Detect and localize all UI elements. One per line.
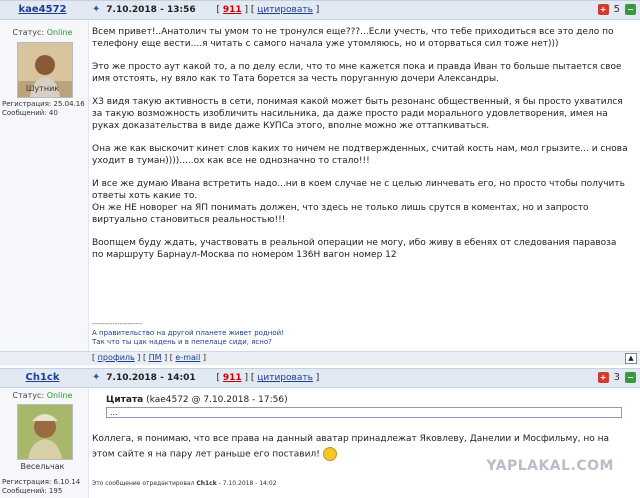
author-rank: Весельчак xyxy=(20,462,65,471)
post-meta: ✦ 7.10.2018 - 14:01 [ 911 ] [ цитировать ] xyxy=(92,372,320,383)
post-rating xyxy=(598,372,636,383)
pm-link[interactable]: ПМ xyxy=(148,353,162,362)
post-number[interactable]: 911 xyxy=(222,5,242,15)
rating-count: 5 xyxy=(613,4,620,15)
quote-box: ... xyxy=(106,407,622,418)
author-registration xyxy=(2,478,80,496)
post-header xyxy=(0,0,640,20)
post-paragraph: Всем привет!..Анатолич ты умом то не тронулся еще???...Если учесть, что тебе приходиться все это дело по телефону еще вести....я читать с самого начала уже утомляюсь, но и оторваться сил тоже нет))) xyxy=(92,27,614,49)
post-date: 7.10.2018 - 13:56 xyxy=(106,5,196,15)
smiley-icon xyxy=(323,447,337,461)
plus-icon[interactable]: + xyxy=(598,372,609,383)
post-footer xyxy=(0,351,640,365)
post xyxy=(0,368,640,498)
footer-links: [ профиль ] [ ПМ ] [ e-mail ] xyxy=(92,353,207,362)
diamond-icon: ✦ xyxy=(92,4,101,15)
edited-note xyxy=(92,480,277,487)
avatar[interactable] xyxy=(17,404,73,460)
profile-link[interactable]: профиль xyxy=(97,353,135,362)
post-rating xyxy=(598,4,636,15)
plus-icon[interactable]: + xyxy=(598,4,609,15)
post-paragraph: И все же думаю Ивана встретить надо...ни в коем случае не с целью линчевать его, но просто чтобы получить ответы хоть какие то. Он же НЕ новорег на ЯП понимать должен, что здесь не только лишь срутся в коментах, но и запросто виртуально становиться реальностью!!! xyxy=(92,179,625,225)
post-paragraph: Это же просто аут какой то, а по делу если, что то мне кажется пока и правда Иван то больше пытается свое имя отстоять, ну вяло как то Тата борется за честь поруганную дочери Александры. xyxy=(92,62,622,84)
quote-label: Цитата xyxy=(106,395,144,405)
post-paragraph: Она же как выскочит кинет слов каких то ничем не подтвержденных, считай кость нам, мол грызите... и снова уходит в туман)))).....ох как все не однозначно то стало!!! xyxy=(92,144,628,166)
author-sidebar xyxy=(0,20,89,366)
edited-author: Ch1ck xyxy=(196,480,217,487)
post-number[interactable]: 911 xyxy=(222,373,242,383)
status-value: Online xyxy=(46,391,73,400)
quote-link[interactable]: цитировать xyxy=(257,5,313,15)
author-registration xyxy=(2,100,85,118)
status-label: Статус: xyxy=(12,391,45,400)
post-paragraph: Воопщем буду ждать, участвовать в реальной операции не могу, ибо живу в ебенях от следования паравоза по маршруту Барнаул-Москва по номером 136Н вагон номер 12 xyxy=(92,238,617,260)
post-meta: ✦ 7.10.2018 - 13:56 [ 911 ] [ цитировать ] xyxy=(92,4,320,15)
status-label: Статус: xyxy=(12,28,45,37)
rating-count: 3 xyxy=(613,372,620,383)
author-rank: Шутник xyxy=(25,84,60,93)
quote-header xyxy=(106,395,288,405)
diamond-icon: ✦ xyxy=(92,372,101,383)
post-paragraph: ХЗ видя такую активность в сети, понимая какой может быть резонанс общественный, я бы просто ухватился за такую возможность изобличить насильника, да даже просто ради морального удовлетворения, имея на руках доказательства в виде даже КУПСа этого, вполне можно же оттапкиваться. xyxy=(92,97,623,131)
arrow-up-icon[interactable]: ▲ xyxy=(625,353,637,364)
status-value: Online xyxy=(46,28,73,37)
post-date: 7.10.2018 - 14:01 xyxy=(106,373,196,383)
post-paragraph: Коллега, я понимаю, что все права на данный аватар принадлежат Яковлеву, Данелии и Мосфильму, но на этом сайте я на пару лет раньше его поставил! xyxy=(92,434,610,460)
message-count: Сообщений: 195 xyxy=(2,487,63,495)
signature-line: Так что ты цак надень и в пепелаце сиди, ясно? xyxy=(92,338,272,346)
signature-divider: -------------------- xyxy=(92,320,143,328)
minus-icon[interactable]: − xyxy=(625,4,636,15)
watermark: YAPLAKAL.COM xyxy=(486,458,614,474)
message-count: Сообщений: 40 xyxy=(2,109,58,117)
signature-line: А правительство на другой планете живет родной! xyxy=(92,329,284,337)
post-header xyxy=(0,368,640,388)
author-status xyxy=(0,28,85,37)
quote-link[interactable]: цитировать xyxy=(257,373,313,383)
registration-date: Регистрация: 6.10.14 xyxy=(2,478,81,486)
registration-date: Регистрация: 25.04.16 xyxy=(2,100,85,108)
minus-icon[interactable]: − xyxy=(625,372,636,383)
quote-meta: (kae4572 @ 7.10.2018 - 17:56) xyxy=(146,395,288,405)
post-body xyxy=(92,26,630,272)
author-name[interactable]: kae4572 xyxy=(18,4,67,15)
signature xyxy=(92,320,284,347)
author-sidebar xyxy=(0,388,89,498)
author-status xyxy=(0,391,85,400)
email-link[interactable]: e-mail xyxy=(175,353,201,362)
edited-date: - 7.10.2018 - 14:02 xyxy=(218,480,277,487)
author-name[interactable]: Ch1ck xyxy=(25,372,60,383)
edited-prefix: Это сообщение отредактировал xyxy=(92,480,195,487)
